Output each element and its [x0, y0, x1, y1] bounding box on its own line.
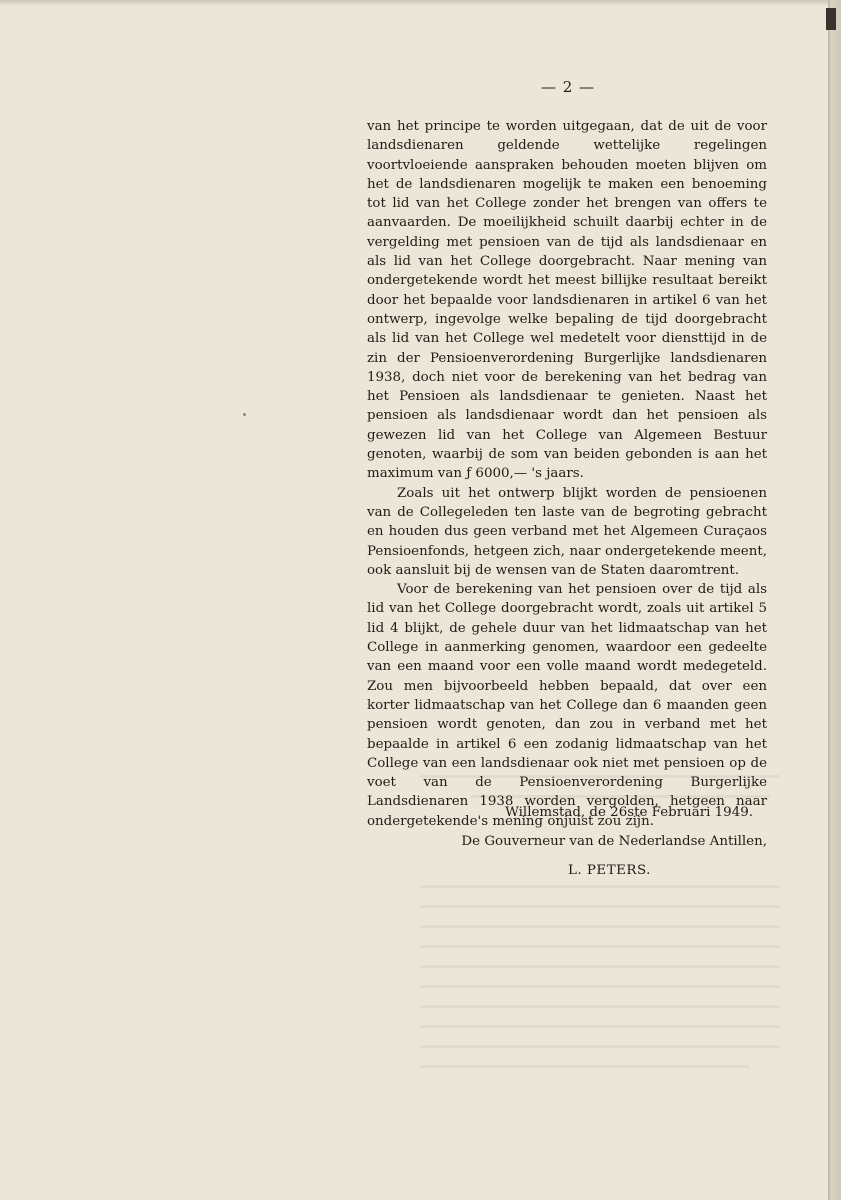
paragraph-continuation: van het principe te worden uitgegaan, dat de uit de voor landsdienaren geldende wettelijke regelingen voortvloeiende aanspraken behouden moeten blijven om het de landsdienaren mogelijk te maken een benoeming tot lid van het College zonder het brengen van offers te aanvaarden. De moeilijkheid schuilt daarbij echter in de vergelding met pensioen van de tijd als landsdienaar en als lid van het College doorgebracht. Naar mening van ondergetekende wordt het meest billijke resultaat bereikt door het bepaalde voor landsdienaren in artikel 6 van het ontwerp, ingevolge welke bepaling de tijd doorgebracht als lid van het College wel medetelt voor diensttijd in de zin der Pensioenverordening Burgerlijke landsdienaren 1938, doch niet voor de berekening van het bedrag van het Pensioen als landsdienaar te genieten. Naast het pensioen als landsdienaar wordt dan het pensioen als gewezen lid van het College van Algemeen Bestuur genoten, waarbij de som van beiden gebonden is aan het maximum van ƒ 6000,— 's jaars. — [367, 119, 767, 482]
paragraph-pension-calculation: Voor de berekening van het pensioen over de tijd als lid van het College doorgebracht wordt, zoals uit artikel 5 lid 4 blijkt, de gehele duur van het lidmaatschap van het College in aanmerking genomen, waardoor een gedeelte van een maand voor een volle maand wordt medegeteld. Zou men bijvoorbeeld hebben bepaald, dat over een korter lidmaatschap van het College dan 6 maanden geen pensioen wordt genoten, dan zou in verband met het bepaalde in artikel 6 een zodanig lidmaatschap van het College van een landsdienaar ook niet met pensioen op de voet van de Pensioenverordening Burgerlijke Landsdienaren 1938 worden vergolden, hetgeen naar ondergetekende's mening onjuist zou zijn. — [367, 582, 767, 829]
show-through-line — [470, 795, 770, 798]
show-through-line — [420, 925, 780, 928]
page-number: — 2 — — [540, 78, 596, 96]
show-through-line — [420, 1025, 780, 1028]
place-date: Willemstad, de 26ste Februari 1949. — [505, 805, 753, 820]
show-through-line — [420, 905, 780, 908]
show-through-line — [420, 985, 780, 988]
paragraph-pension-funding: Zoals uit het ontwerp blijkt worden de pensioenen van de Collegeleden ten laste van de begroting gebracht en houden dus geen verband met het Algemeen Curaçaos Pensioenfonds, hetgeen zich, naar ondergetekende meent, ook aansluit bij de wensen van de Staten daaromtrent. — [367, 485, 767, 578]
paper-speck — [243, 413, 246, 416]
show-through-line — [420, 965, 780, 968]
show-through-line — [420, 885, 780, 888]
show-through-line — [420, 775, 780, 778]
show-through-line — [420, 1005, 780, 1008]
show-through-line — [420, 1065, 750, 1068]
signatory-title: De Gouverneur van de Nederlandse Antillen, — [461, 834, 767, 849]
signatory-name: L. PETERS. — [568, 863, 651, 878]
show-through-line — [420, 945, 780, 948]
page-right-edge — [828, 0, 841, 1200]
binding-mark — [826, 8, 836, 30]
page-top-edge — [0, 0, 828, 6]
show-through-line — [420, 1045, 780, 1048]
body-text — [367, 117, 767, 831]
